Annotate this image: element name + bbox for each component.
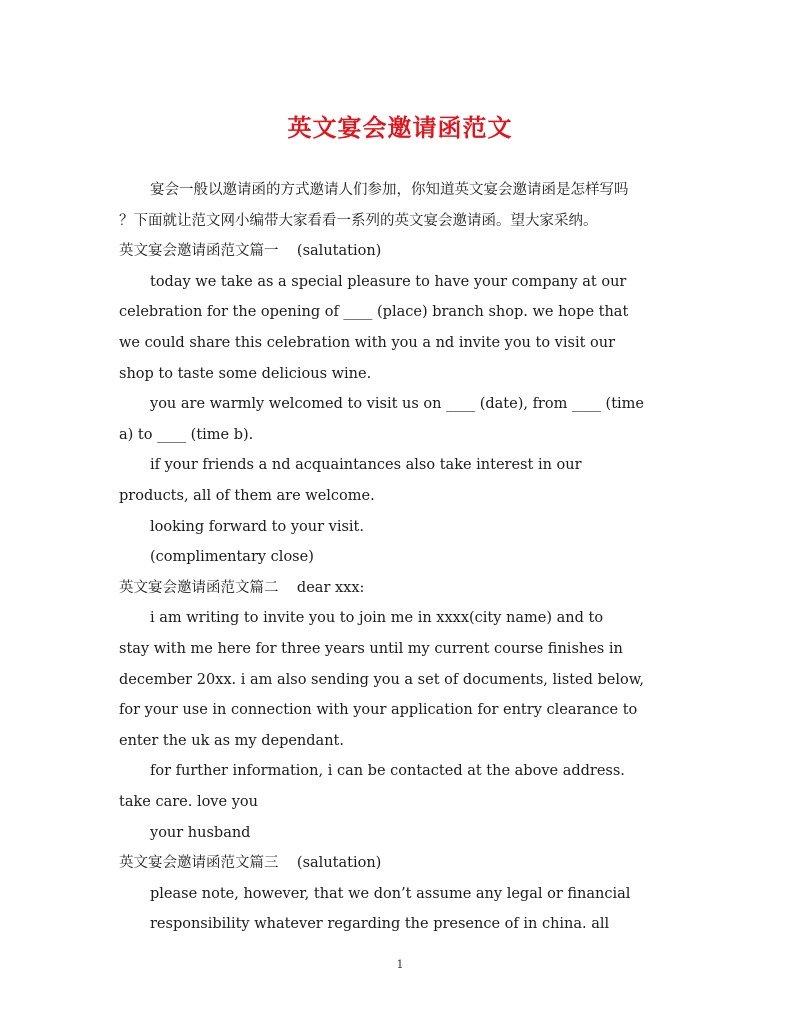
text-line: ？下面就让范文网小编带大家看看一系列的英文宴会邀请函。望大家采纳。 <box>119 212 598 229</box>
text-line: for your use in connection with your application for entry clearance to <box>119 702 638 719</box>
text-line: celebration for the opening of ____ (place) branch shop. we hope that <box>119 304 629 321</box>
text-line: you are warmly welcomed to visit us on ____ (date), from ____ (time <box>150 396 645 413</box>
text-line: enter the uk as my dependant. <box>119 732 344 749</box>
text-line: 英文宴会邀请函范文篇二 dear xxx: <box>119 579 365 596</box>
text-line: shop to taste some delicious wine. <box>119 365 372 382</box>
text-line: today we take as a special pleasure to have your company at our <box>150 273 627 290</box>
text-line: products, all of them are welcome. <box>119 488 375 504</box>
text-line: december 20xx. i am also sending you a set of documents, listed below, <box>119 671 645 688</box>
text-line: if your friends a nd acquaintances also take interest in our <box>150 457 582 474</box>
text-line: we could share this celebration with you a nd invite you to visit our <box>119 335 616 351</box>
text-line: (complimentary close) <box>150 549 314 566</box>
page-number: 1 <box>396 958 404 971</box>
text-line: 宴会一般以邀请函的方式邀请人们参加，你知道英文宴会邀请函是怎样写吗 <box>150 182 629 198</box>
text-line: 英文宴会邀请函范文篇三 (salutation) <box>119 855 382 872</box>
text-line: responsibility whatever regarding the presence of in china. all <box>150 916 610 933</box>
text-line: looking forward to your visit. <box>150 518 364 535</box>
text-line: a) to ____ (time b). <box>119 426 254 443</box>
document-title: 英文宴会邀请函范文 <box>287 113 513 142</box>
text-line: i am writing to invite you to join me in xxxx(city name) and to <box>150 610 604 627</box>
text-line: 英文宴会邀请函范文篇一 (salutation) <box>119 243 382 260</box>
text-line: for further information, i can be contacted at the above address. <box>150 763 625 780</box>
text-line: please note, however, that we don’t assume any legal or financial <box>150 885 631 902</box>
text-line: your husband <box>150 824 251 841</box>
text-line: stay with me here for three years until my current course finishes in <box>119 641 623 657</box>
text-line: take care. love you <box>119 794 258 810</box>
